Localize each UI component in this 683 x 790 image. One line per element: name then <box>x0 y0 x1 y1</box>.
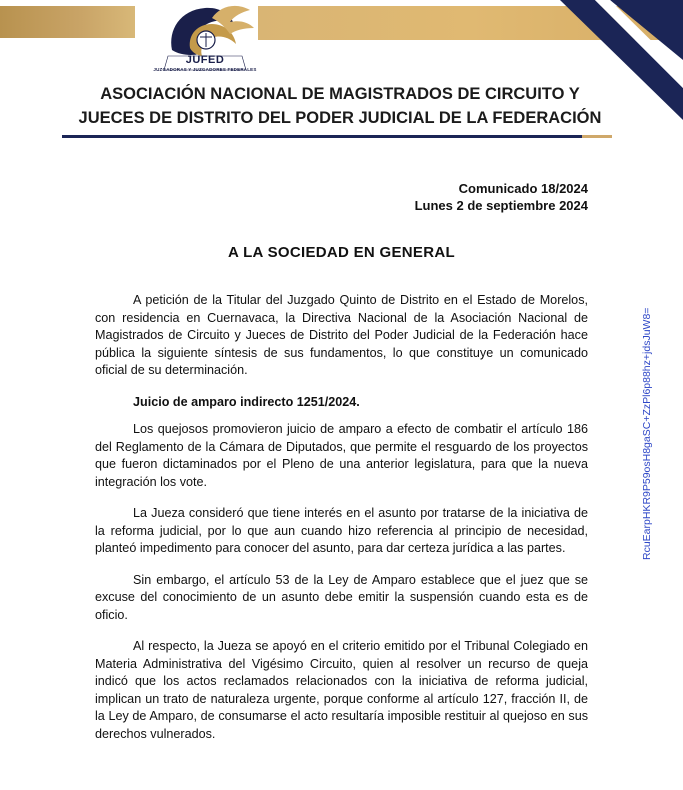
paragraph-tribunal-criterion: Al respecto, la Jueza se apoyó en el criterio emitido por el Tribunal Colegiado en Materia Administrativa del Vigésimo Circuito, quien al resolver un recurso de queja indicó que los actos reclamados relacionados con la iniciativa de reforma judicial, implican un trato de naturaleza urgente, porque conforme al artículo 127, fracción II, de la Ley de Amparo, de consumarse el acto resultaría imposible restituir al quejoso en sus derechos vulnerados. <box>95 639 588 741</box>
case-subheading: Juicio de amparo indirecto 1251/2024. <box>133 394 360 409</box>
communique-block <box>415 180 588 214</box>
paragraph-intro: A petición de la Titular del Juzgado Quinto de Distrito en el Estado de Morelos, con residencia en Cuernavaca, la Directiva Nacional de la Asociación Nacional de Magistrados de Circuito y Jueces de Distrito del Poder Judicial de la Federación hace pública la siguiente síntesis de sus fundamentos, lo que constituye un comunicado oficial de su determinación. <box>95 293 588 377</box>
document-heading: A LA SOCIEDAD EN GENERAL <box>228 244 455 261</box>
document-body <box>95 292 588 757</box>
header-divider <box>62 135 582 138</box>
verification-code <box>641 300 655 560</box>
paragraph-judge-interest: La Jueza consideró que tiene interés en el asunto por tratarse de la iniciativa de la reforma judicial, por lo que aun cuando hizo referencia al principio de necesidad, planteó impedimento para conocer del asunto, para dar certeza jurídica a las partes. <box>95 506 588 555</box>
paragraph-complainants: Los quejosos promovieron juicio de amparo a efecto de combatir el artículo 186 del Reglamento de la Cámara de Diputados, que permite el resguardo de los proyectos que fueron dictaminados por el Pleno de una anterior legislatura, para que la nueva integración los vote. <box>95 422 588 489</box>
paragraph-article-53: Sin embargo, el artículo 53 de la Ley de Amparo establece que el juez que se excuse del conocimiento de un asunto debe emitir la suspensión cuando esta es de oficio. <box>95 572 588 622</box>
logo-wordmark: JUFED <box>185 54 225 66</box>
organization-title <box>50 82 630 130</box>
verification-code-text: RcuEarpHKR9P59osH8gaSC+ZzPl6p88hz+jdsJuW8= <box>641 307 653 560</box>
communique-number: Comunicado 18/2024 <box>458 181 588 196</box>
organization-title-line-1: ASOCIACIÓN NACIONAL DE MAGISTRADOS DE CIRCUITO Y <box>100 85 580 103</box>
logo-subtitle: JUZGADORAS Y JUZGADORES FEDERALES <box>153 67 257 72</box>
header-divider-accent <box>582 135 612 138</box>
gold-band-left <box>0 6 135 38</box>
organization-title-line-2: JUECES DE DISTRITO DEL PODER JUDICIAL DE LA FEDERACIÓN <box>78 109 602 127</box>
communique-date: Lunes 2 de septiembre 2024 <box>414 198 588 213</box>
